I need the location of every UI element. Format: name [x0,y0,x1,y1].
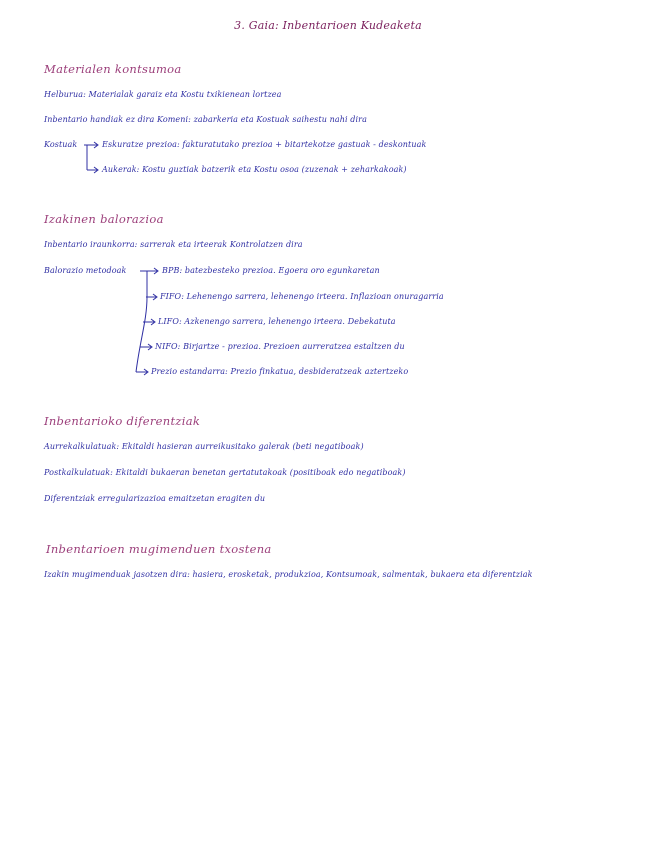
branch-item: NIFO: Birjartze - prezioa. Prezioen aurreratzea estaltzen du [155,342,405,351]
text-line: Postkalkulatuak: Ekitaldi bukaeran benetan gertatutakoak (positiboak edo negatiboak) [44,468,406,477]
section-heading-movements-report: Inbentarioen mugimenduen txostena [46,542,272,556]
branch-item: Aukerak: Kostu guztiak batzerik eta Kostu osoa (zuzenak + zeharkakoak) [102,165,407,174]
text-line: Inbentario iraunkorra: sarrerak eta irteerak Kontrolatzen dira [44,240,303,249]
branch-label-costs: Kostuak [44,140,78,149]
text-line: Inbentario handiak ez dira Komeni: zabarkeria eta Kostuak saihestu nahi dira [44,115,367,124]
section-heading-valuation: Izakinen balorazioa [44,212,164,226]
text-line: Izakin mugimenduak jasotzen dira: hasiera, erosketak, produkzioa, Kontsumoak, salmentak, bukaera eta diferentziak [44,570,533,579]
text-line: Aurrekalkulatuak: Ekitaldi hasieran aurreikusitako galerak (beti negatiboak) [44,442,364,451]
branch-item: FIFO: Lehenengo sarrera, lehenengo irteera. Inflazioan onuragarria [160,292,444,301]
text-line: Helburua: Materialak garaiz eta Kostu txikienean lortzea [44,90,282,99]
text-line: Diferentziak erregularizazioa emaitzetan eragiten du [44,494,266,503]
page-title: 3. Gaia: Inbentarioen Kudeaketa [234,19,422,32]
branch-item: Eskuratze prezioa: fakturatutako prezioa + bitartekotze gastuak - deskontuak [102,140,427,149]
branch-item: LIFO: Azkenengo sarrera, lehenengo irteera. Debekatuta [158,317,396,326]
branch-label-methods: Balorazio metodoak [44,266,127,275]
branch-item: BPB: batezbesteko prezioa. Egoera oro egunkaretan [162,266,380,275]
section-heading-materials: Materialen kontsumoa [44,62,182,76]
section-heading-differences: Inbentarioko diferentziak [44,414,201,428]
branch-item: Prezio estandarra: Prezio finkatua, desbideratzeak aztertzeko [151,367,409,376]
